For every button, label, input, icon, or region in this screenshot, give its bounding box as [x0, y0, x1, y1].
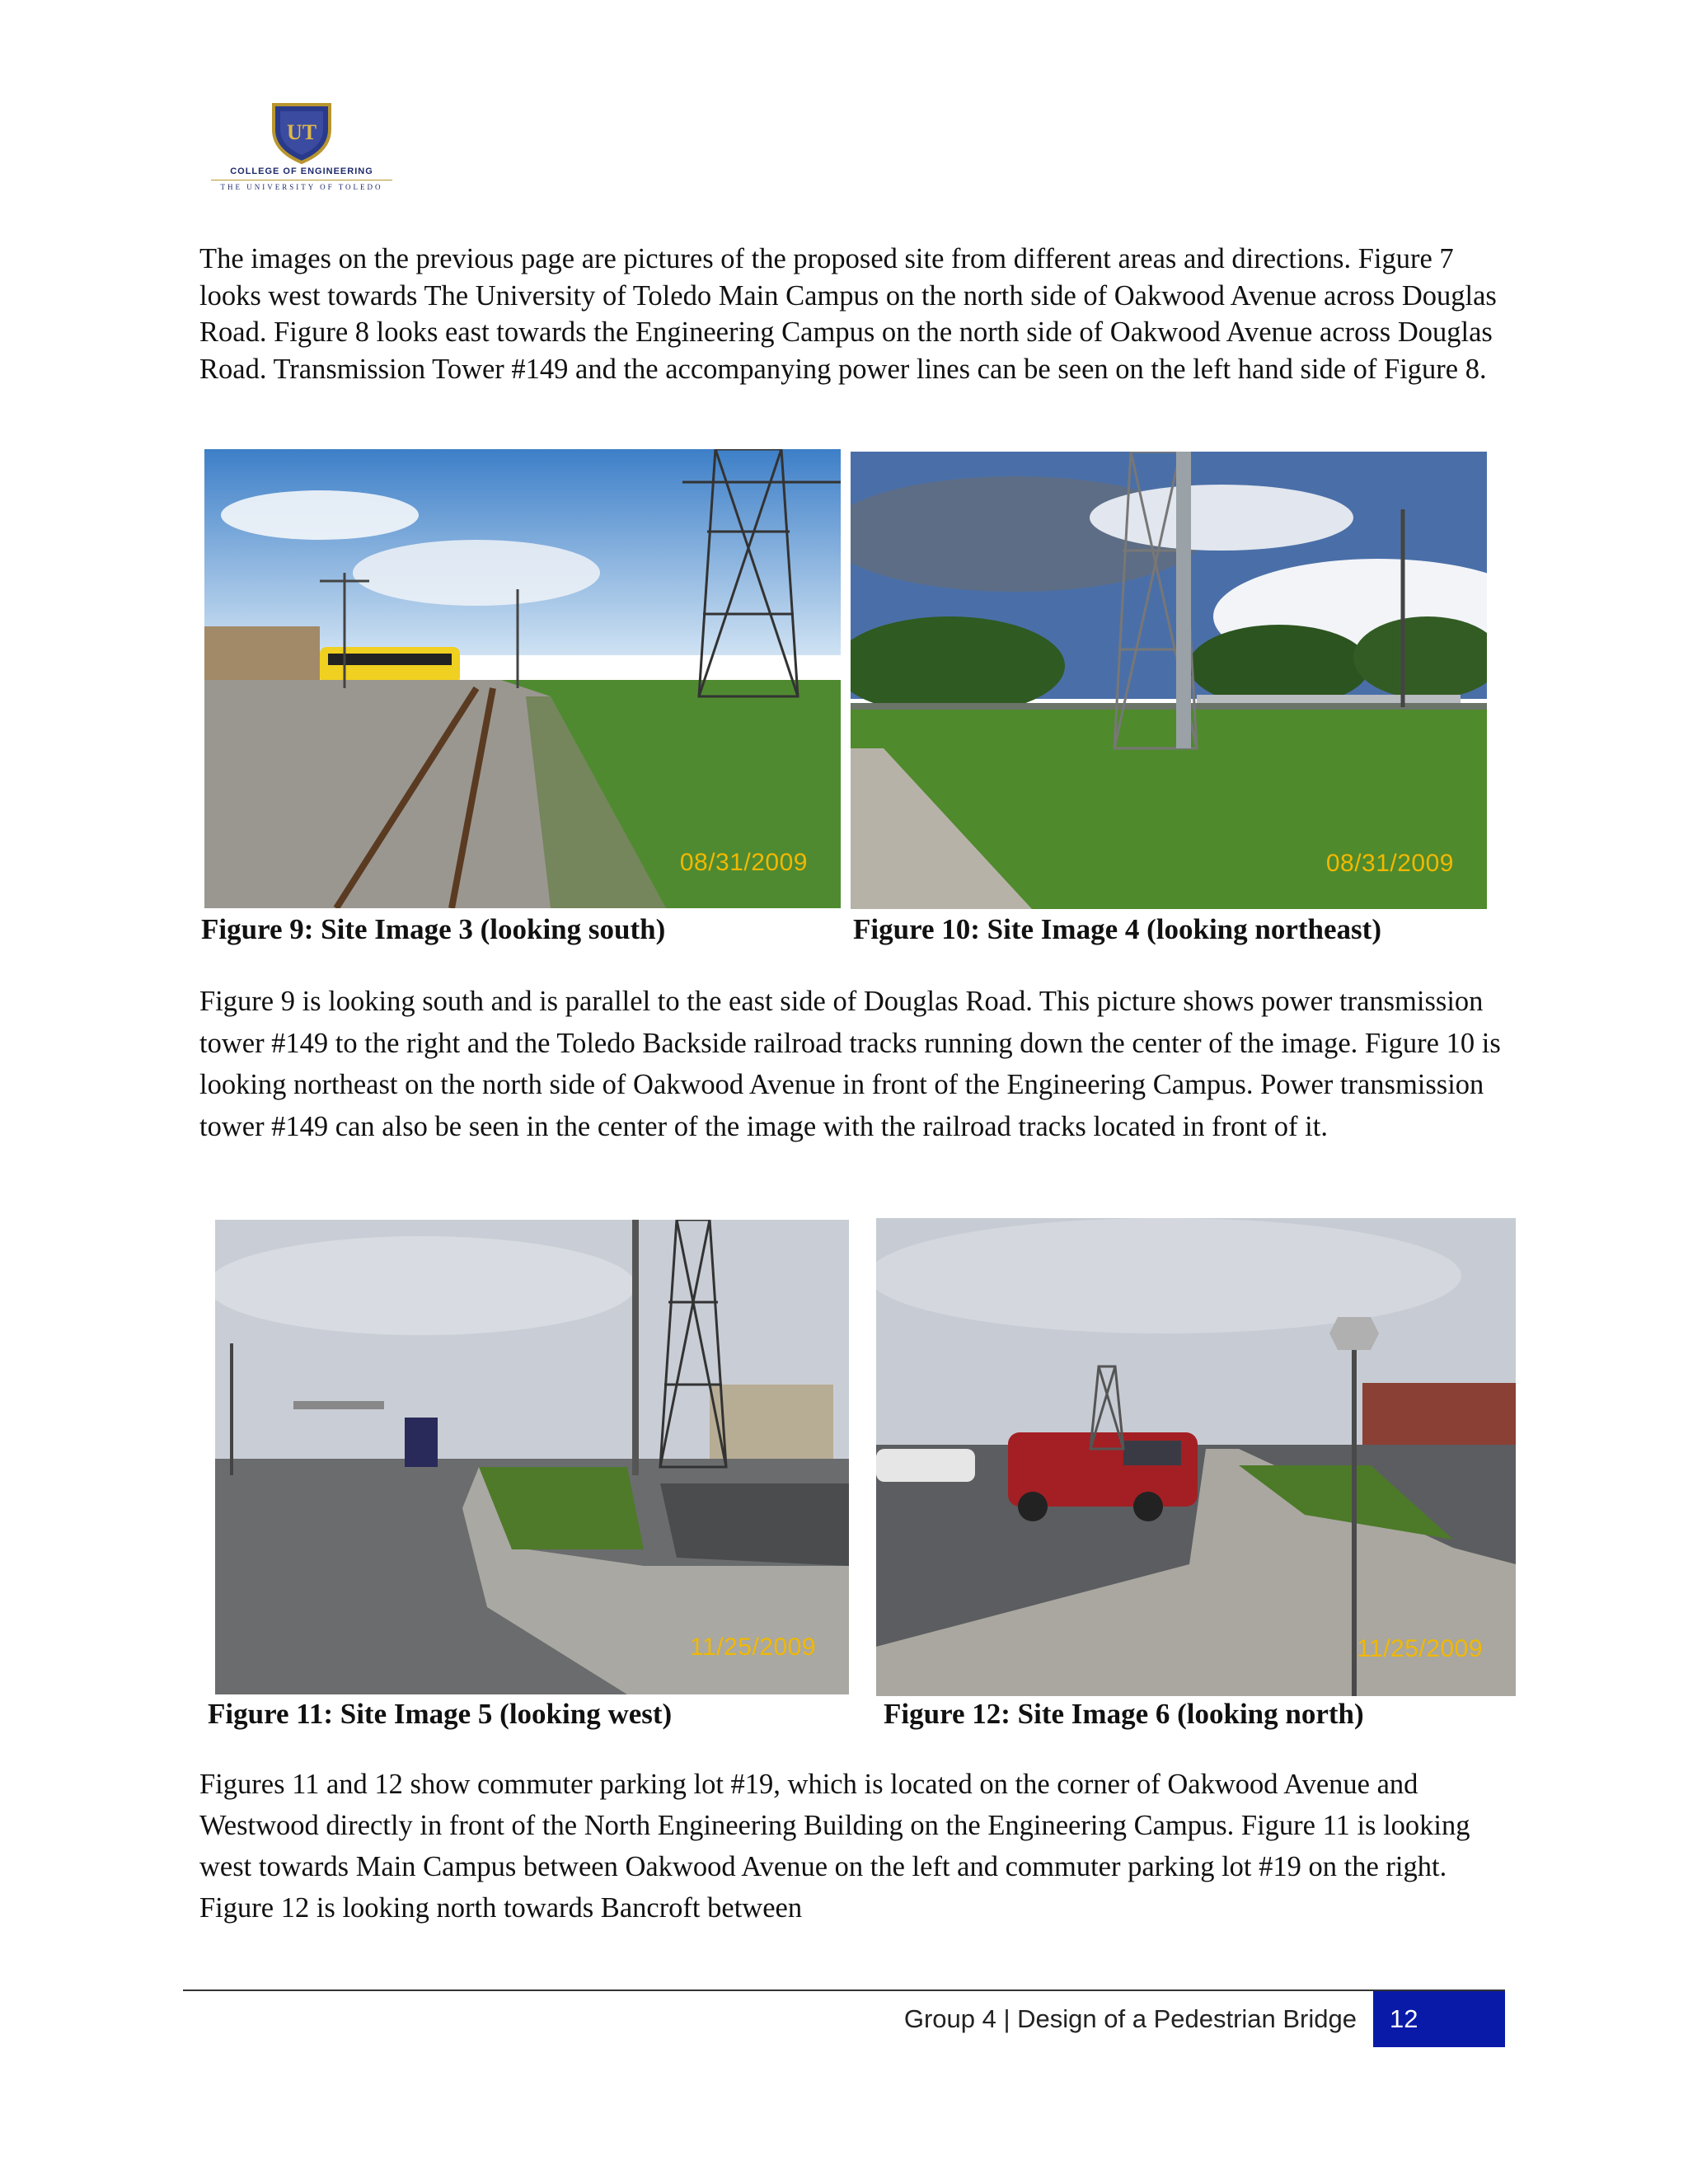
figure-9-date-stamp: 08/31/2009: [679, 849, 808, 876]
figure-11-date-stamp: 11/25/2009: [690, 1633, 816, 1661]
intro-paragraph: The images on the previous page are pictures of the proposed site from different areas and directions. Figure 7 looks west towards The University of Toledo Main Campus on the north side of Oakwood Avenue across Douglas Road. Figure 8 looks east towards the Engineering Campus on the north side of Oakwood Avenue across Douglas Road. Transmission Tower #149 and the accompanying power lines can be seen on the left hand side of Figure 8.: [199, 243, 1497, 385]
logo-university-name: THE UNIVERSITY OF TOLEDO: [220, 183, 383, 191]
page-number: 12: [1373, 1991, 1505, 2047]
figure-9-photo: [204, 449, 841, 908]
middle-paragraph: Figure 9 is looking south and is parallel to the east side of Douglas Road. This picture shows power transmission tower #149 to the right and the Toledo Backside railroad tracks running down the center of the image. Figure 10 is looking northeast on the north side of Oakwood Avenue in front of the Engineering Campus. Power transmission tower #149 can also be seen in the center of the image with the railroad tracks located in front of it.: [199, 986, 1501, 1142]
figure-11-caption: Figure 11: Site Image 5 (looking west): [208, 1698, 673, 1730]
figure-12-date-stamp: 11/25/2009: [1357, 1635, 1483, 1662]
figure-10-date-stamp: 08/31/2009: [1325, 850, 1454, 877]
figure-9-caption: Figure 9: Site Image 3 (looking south): [201, 913, 666, 945]
university-logo: [203, 97, 401, 196]
footer-divider: [183, 1990, 1505, 1991]
footer-title: Group 4 | Design of a Pedestrian Bridge: [903, 2004, 1357, 2033]
figure-11-photo: [215, 1220, 849, 1694]
closing-paragraph: Figures 11 and 12 show commuter parking lot #19, which is located on the corner of Oakwood Avenue and Westwood directly in front of the North Engineering Building on the Engineering Campus. Figure 11 is looking west towards Main Campus between Oakwood Avenue on the left and commuter parking lot #19 on the right. Figure 12 is looking north towards Bancroft between: [199, 1769, 1470, 1924]
shield-initials: UT: [286, 120, 317, 144]
shield-icon: [269, 101, 335, 164]
figure-12-caption: Figure 12: Site Image 6 (looking north): [884, 1698, 1364, 1730]
figure-12-photo: [876, 1218, 1516, 1696]
figure-10-photo: [851, 452, 1487, 909]
logo-org-name: COLLEGE OF ENGINEERING: [230, 166, 373, 176]
figure-10-caption: Figure 10: Site Image 4 (looking northeast): [853, 913, 1381, 945]
